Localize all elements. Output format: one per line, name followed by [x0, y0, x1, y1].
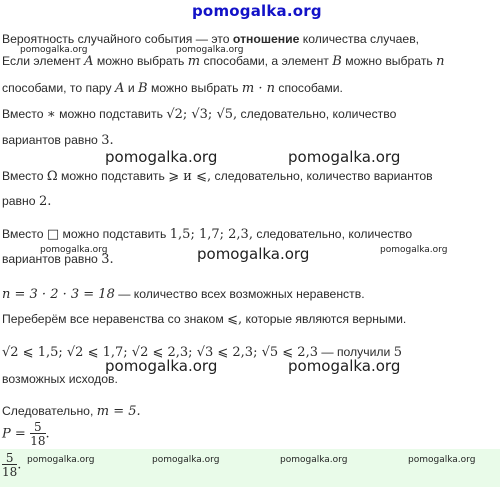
math-expr: √2; √3; √5,: [166, 107, 238, 122]
text: Переберём все неравенства со знаком: [2, 312, 224, 326]
text-line: [2, 82, 343, 95]
fraction-denominator: 18: [30, 434, 46, 448]
text: способами.: [278, 81, 343, 95]
math-symbol: .: [45, 426, 50, 442]
text: — получили: [321, 345, 391, 359]
math-symbol: ⩽,: [227, 312, 243, 327]
text: следовательно, количество вариантов: [214, 169, 433, 183]
text: Вероятность случайного события — это: [2, 32, 230, 46]
math-var: A: [115, 81, 125, 96]
text-line: [2, 170, 433, 183]
watermark-small: pomogalka.org: [152, 455, 220, 465]
watermark-small: pomogalka.org: [176, 45, 244, 55]
math-number: 3.: [101, 133, 114, 148]
watermark-small: pomogalka.org: [27, 455, 95, 465]
text: можно выбрать: [345, 54, 433, 68]
watermark-small: pomogalka.org: [408, 455, 476, 465]
watermark-large: pomogalka.org: [197, 245, 310, 263]
text: следовательно, количество: [240, 107, 397, 121]
math-var: B: [332, 54, 342, 69]
math-expr: m = 5.: [96, 404, 141, 419]
watermark-large: pomogalka.org: [288, 357, 401, 375]
text-line: [2, 405, 141, 418]
math-expr: n = 3 · 2 · 3 = 18: [2, 287, 115, 302]
watermark-small: pomogalka.org: [20, 45, 88, 55]
text-line: [2, 288, 365, 301]
text: вариантов равно: [2, 252, 98, 266]
watermark-small: pomogalka.org: [280, 455, 348, 465]
text: способами, то пару: [2, 81, 112, 95]
text: и: [127, 81, 135, 95]
text: Вместо: [2, 227, 44, 241]
answer-fraction: [2, 452, 21, 478]
text: следовательно, количество: [256, 227, 413, 241]
text: вариантов равно: [2, 133, 98, 147]
math-symbol: ∗: [46, 107, 56, 122]
watermark-large: pomogalka.org: [105, 148, 218, 166]
watermark-small: pomogalka.org: [40, 245, 108, 255]
math-var: B: [138, 81, 148, 96]
watermark-large: pomogalka.org: [105, 357, 218, 375]
text: Вместо: [2, 107, 44, 121]
text: можно выбрать: [96, 54, 185, 68]
text: — количество всех возможных неравенств.: [118, 287, 365, 301]
math-number: 3.: [101, 252, 114, 267]
fraction-denominator: 18: [2, 465, 18, 479]
math-expr: m · n: [241, 81, 275, 96]
text-line: [2, 55, 445, 68]
text-line: [2, 253, 114, 266]
math-var: n: [436, 54, 445, 69]
math-symbol: Ω: [46, 169, 58, 184]
math-var: m: [187, 54, 201, 69]
math-symbol: □: [46, 227, 60, 242]
fraction-numerator: 5: [30, 421, 45, 434]
math-symbol: .: [17, 457, 22, 473]
text: равно: [2, 194, 36, 208]
text: Следовательно,: [2, 404, 94, 418]
math-expr: ⩾ и ⩽,: [168, 169, 212, 184]
math-number: 2.: [38, 194, 52, 209]
text-line: [2, 313, 406, 326]
text: можно подставить: [59, 107, 163, 121]
math-var: A: [84, 54, 94, 69]
text-line: [2, 33, 419, 45]
bold-term: отношение: [232, 32, 300, 46]
watermark-small: pomogalka.org: [380, 245, 448, 255]
math-number: 5: [393, 345, 403, 360]
text-line: [2, 228, 412, 241]
fraction-numerator: 5: [2, 452, 17, 465]
text: можно подставить: [61, 169, 165, 183]
fraction: [30, 421, 45, 447]
text: возможных исходов.: [2, 372, 118, 386]
watermark-large: pomogalka.org: [288, 148, 401, 166]
text: Вместо: [2, 169, 44, 183]
math-expr: √2 ⩽ 1,5; √2 ⩽ 1,7; √2 ⩽ 2,3; √3 ⩽ 2,3; √5 ⩽ 2,3: [2, 345, 318, 360]
text: можно выбрать: [150, 81, 239, 95]
watermark-top: pomogalka.org: [192, 2, 322, 20]
text-line: [2, 195, 51, 208]
text-line: [2, 134, 114, 147]
text-line: [2, 108, 396, 121]
text: можно подставить: [62, 227, 167, 241]
text: способами, а элемент: [203, 54, 329, 68]
math-expr: 1,5; 1,7; 2,3,: [169, 227, 253, 242]
fraction: [2, 452, 17, 478]
text: которые являются верными.: [245, 312, 407, 326]
math-expr: P =: [2, 426, 26, 442]
text: Если элемент: [2, 54, 81, 68]
text: количества случаев,: [302, 32, 420, 46]
text-line: [2, 373, 118, 385]
probability-formula: [2, 421, 50, 447]
